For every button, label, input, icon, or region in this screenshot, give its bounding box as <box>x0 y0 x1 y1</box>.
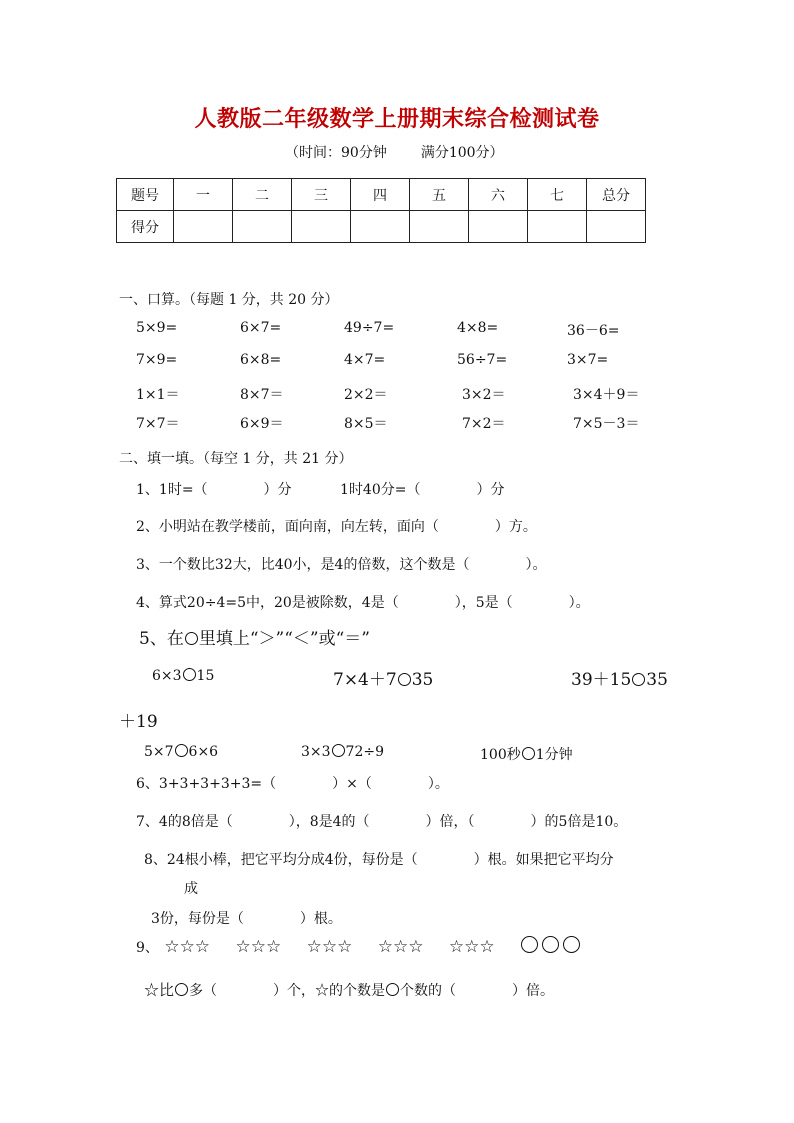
score-table <box>116 178 646 243</box>
page-title: 人教版二年级数学上册期末综合检测试卷 <box>194 107 600 132</box>
score-cell[interactable] <box>410 211 469 243</box>
question-3: 3、一个数比32大，比40小，是4的倍数，这个数是（ ）。 <box>136 557 547 573</box>
circle-icon[interactable] <box>398 673 411 686</box>
circle-icon <box>542 936 559 953</box>
circle-icon[interactable] <box>183 668 196 681</box>
compare-item: 100秒 1分钟 <box>480 747 573 763</box>
section2-heading: 二、填一填。（每空 1 分，共 21 分） <box>119 451 353 467</box>
compare-item: 7×4＋7 35 <box>333 670 434 690</box>
oral-problem: 8×7＝ <box>240 387 284 403</box>
score-header-cell: 题号 <box>117 179 174 211</box>
section1-heading: 一、口算。（每题 1 分，共 20 分） <box>119 292 339 308</box>
oral-problem: 7×9= <box>136 352 178 368</box>
exam-info <box>285 142 504 162</box>
exam-time: （时间：90分钟 <box>285 145 387 161</box>
question-5-heading <box>139 624 370 649</box>
question-9-figure <box>136 936 581 957</box>
score-header-cell: 总分 <box>587 179 646 211</box>
star-group: ☆☆☆ <box>164 937 211 957</box>
compare-item: 39＋15 35 <box>571 670 668 690</box>
question-9-text: ☆比 多（ ）个，☆的个数是 个数的（ ）倍。 <box>144 981 555 999</box>
oral-problem: 6×9＝ <box>240 416 284 432</box>
question-1a: 1、1时=（ ）分 <box>136 482 292 498</box>
star-group: ☆☆☆ <box>448 937 495 957</box>
question-6: 6、3+3+3+3+3=（ ）×（ ）。 <box>136 776 449 792</box>
score-cell[interactable] <box>469 211 528 243</box>
oral-problem: 3×2＝ <box>462 387 506 403</box>
star-group: ☆☆☆ <box>377 937 424 957</box>
question-8a: 8、24根小棒，把它平均分成4份，每份是（ ）根。如果把它平均分 <box>144 852 614 868</box>
oral-problem: 7×2＝ <box>462 416 506 432</box>
oral-problem: 1×1＝ <box>136 387 180 403</box>
score-cell[interactable] <box>292 211 351 243</box>
circle-icon <box>563 936 580 953</box>
score-table-score-row <box>117 211 646 243</box>
oral-problem: 4×7= <box>344 352 386 368</box>
oral-problem: 6×7= <box>240 320 282 336</box>
circle-icon <box>175 983 188 996</box>
circle-icon[interactable] <box>632 673 645 686</box>
oral-problem: 5×9= <box>136 320 178 336</box>
compare-item: 5×7 6×6 <box>144 744 219 760</box>
score-header-cell: 六 <box>469 179 528 211</box>
question-2: 2、小明站在教学楼前，面向南，向左转，面向（ ）方。 <box>136 519 537 535</box>
compare-item: 3×3 72÷9 <box>301 744 384 760</box>
oral-problem: 7×5－3＝ <box>573 416 640 432</box>
circle-icon <box>185 632 198 645</box>
star-group: ☆☆☆ <box>306 937 353 957</box>
score-header-cell: 五 <box>410 179 469 211</box>
score-header-cell: 三 <box>292 179 351 211</box>
question-7: 7、4的8倍是（ ），8是4的（ ）倍，（ ）的5倍是10。 <box>136 814 628 830</box>
question-5-lead: 5、在 <box>139 629 184 649</box>
oral-problem: 3×7= <box>567 352 609 368</box>
score-cell[interactable] <box>233 211 292 243</box>
circle-icon[interactable] <box>175 744 188 757</box>
oral-problem: 8×5＝ <box>344 416 388 432</box>
oral-problem: 49÷7= <box>344 320 395 336</box>
circle-group <box>520 937 581 957</box>
score-header-cell: 二 <box>233 179 292 211</box>
score-header-cell: 一 <box>174 179 233 211</box>
oral-problem: 4×8= <box>457 320 499 336</box>
circle-icon[interactable] <box>522 747 535 760</box>
oral-problem: 56÷7= <box>457 352 508 368</box>
score-table-header-row <box>117 179 646 211</box>
question-5-tail: 里填上“＞”“＜”或“＝” <box>198 629 370 649</box>
oral-problem: 6×8= <box>240 352 282 368</box>
score-cell[interactable] <box>351 211 410 243</box>
score-header-cell: 七 <box>528 179 587 211</box>
question-1b: 1时40分=（ ）分 <box>340 482 505 498</box>
oral-problem: 7×7＝ <box>136 416 180 432</box>
score-row-label: 得分 <box>117 211 174 243</box>
score-header-cell: 四 <box>351 179 410 211</box>
question-8b: 成 <box>184 881 198 897</box>
circle-icon <box>386 983 399 996</box>
circle-icon <box>521 936 538 953</box>
question-8c: 3份，每份是（ ）根。 <box>151 911 342 927</box>
score-cell[interactable] <box>528 211 587 243</box>
score-cell[interactable] <box>587 211 646 243</box>
question-9-number: 9、 <box>136 940 159 956</box>
question-4: 4、算式20÷4=5中，20是被除数，4是（ ），5是（ ）。 <box>136 595 590 611</box>
compare-item-wrap: ＋19 <box>119 712 158 732</box>
oral-problem: 2×2＝ <box>344 387 388 403</box>
oral-problem: 3×4＋9＝ <box>573 387 640 403</box>
oral-problem: 36－6= <box>567 323 620 339</box>
circle-icon[interactable] <box>332 744 345 757</box>
exam-full-score: 满分100分） <box>420 145 504 161</box>
score-cell[interactable] <box>174 211 233 243</box>
compare-item: 6×3 15 <box>152 668 215 684</box>
star-group: ☆☆☆ <box>235 937 282 957</box>
